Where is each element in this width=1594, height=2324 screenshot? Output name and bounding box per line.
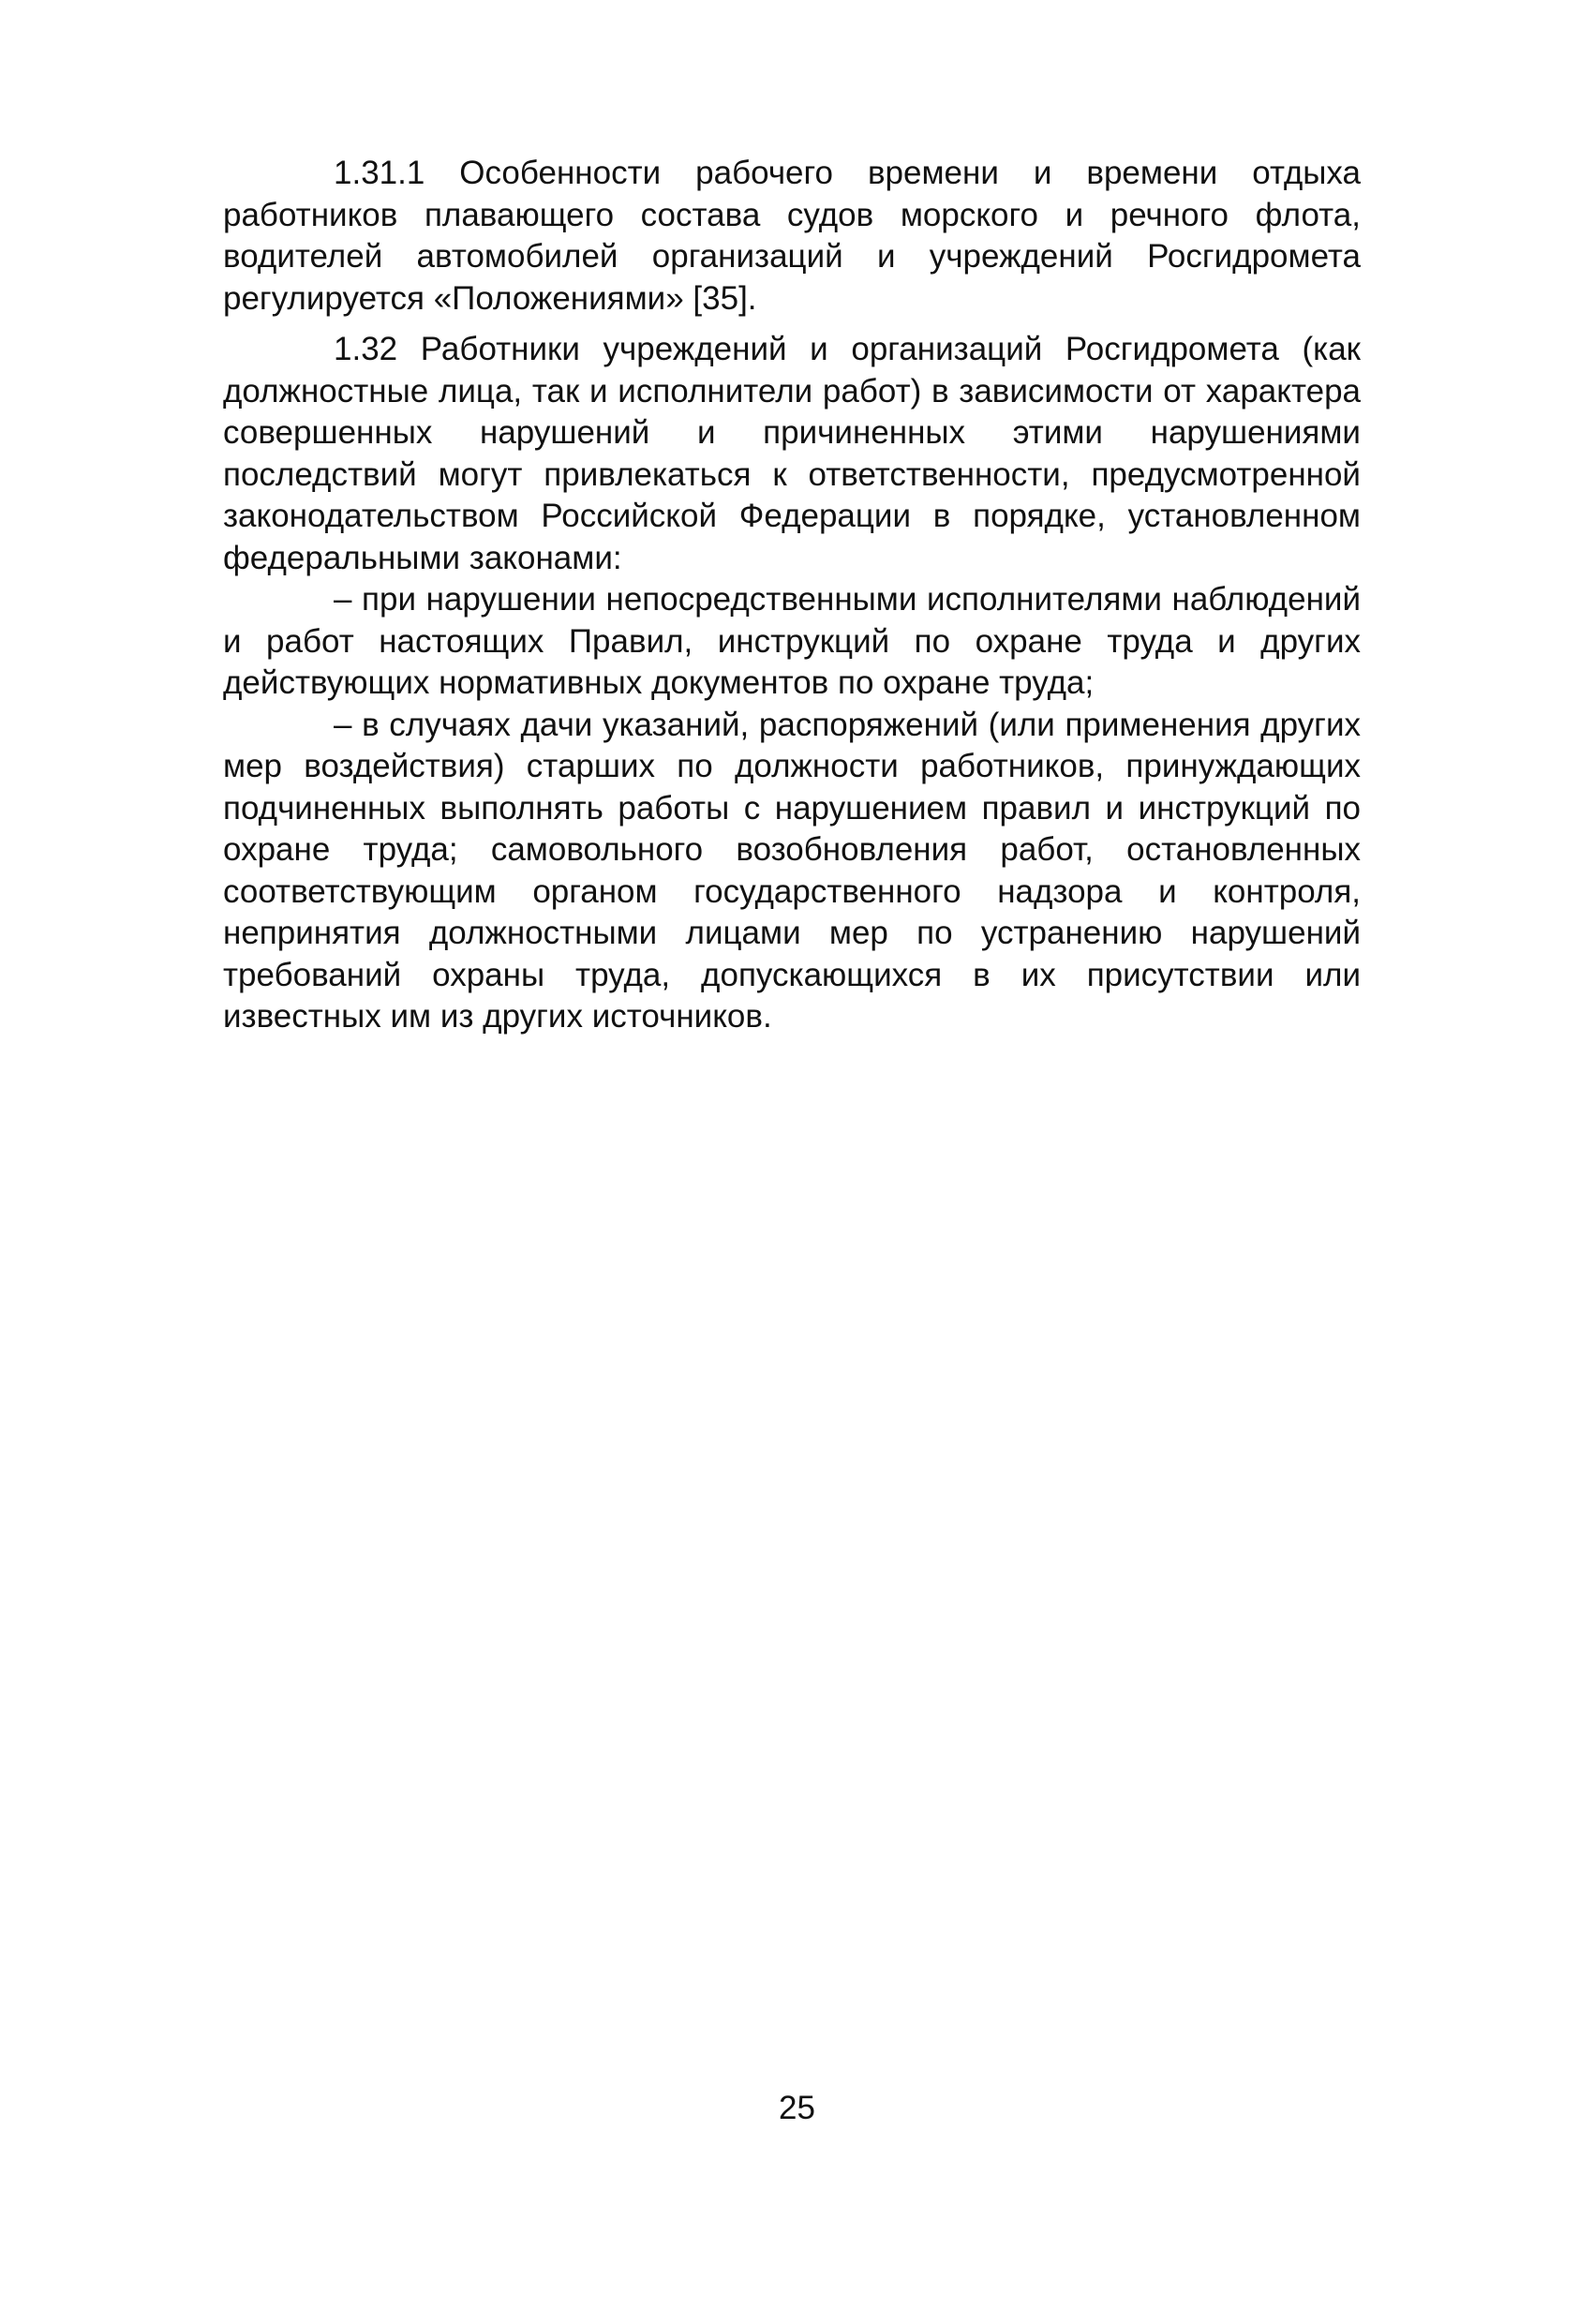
page-number: 25 bbox=[779, 2090, 815, 2126]
list-item-violation-by-superiors: – в случаях дачи указаний, распоряжений (или применения других мер воздействия) старших по должности работников, принуждающих подчиненных выполнять работы с нарушением правил и инструкций по охране труда; самовольного возобновления работ, остановленных соответствующим органом государственного надзора и контроля, непринятия должностными лицами мер по устранению нарушений требований охраны труда, допускающихся в их присутствии или известных им из других источников. bbox=[223, 706, 1361, 1035]
paragraph-1-32: 1.32 Работники учреждений и организаций Росгидромета (как должностные лица, так и исполнители работ) в зависимости от характера совершенных нарушений и причиненных этими нарушениями последствий могут привлекаться к ответственности, предусмотренной законодательством Российской Федерации в порядке, установленном федеральными законами: bbox=[223, 331, 1361, 576]
list-item-violation-by-executors: – при нарушении непосредственными исполнителями наблюдений и работ настоящих Правил, инструкций по охране труда и других действующих нормативных документов по охране труда; bbox=[223, 581, 1361, 701]
paragraph-1-31-1: 1.31.1 Особенности рабочего времени и времени отдыха работников плавающего состава судов морского и речного флота, водителей автомобилей организаций и учреждений Росгидромета регулируется «Положениями» [35]. bbox=[223, 155, 1361, 317]
body-text bbox=[223, 153, 1361, 1038]
